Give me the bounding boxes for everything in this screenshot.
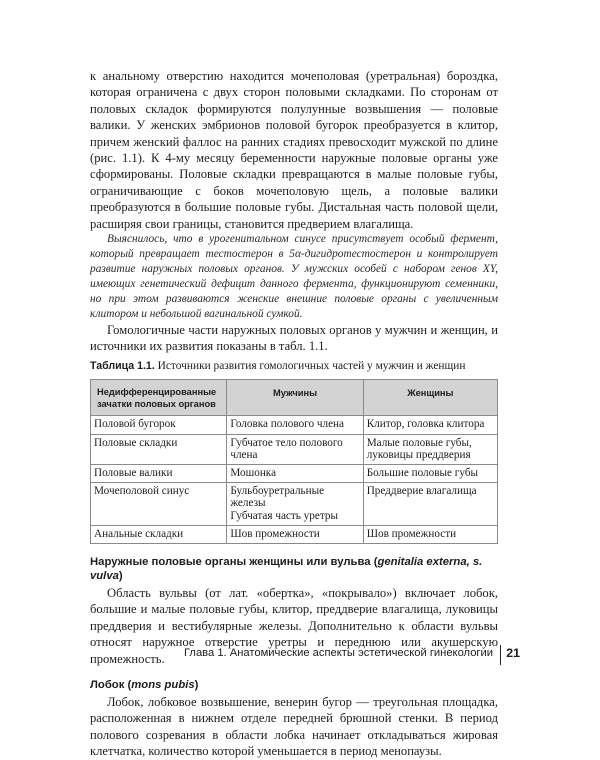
heading-latin: mons pubis	[131, 678, 195, 691]
table-cell	[227, 434, 363, 464]
heading-text: Наружные половые органы женщины или вульва (	[90, 555, 378, 568]
footer-divider	[500, 645, 501, 665]
table-cell	[227, 464, 363, 482]
cell-line: Шов промежности	[230, 527, 320, 540]
table-header-row	[91, 380, 498, 416]
table-cell	[363, 416, 497, 434]
cell-line: Преддверие влагалища	[366, 485, 477, 498]
cell-line: Мочеполовой синус	[94, 485, 190, 498]
table-cell	[363, 434, 497, 464]
heading-text-end: )	[194, 678, 199, 691]
paragraph-2-italic: Выяснилось, что в урогенитальном синусе присутствует особый фермент, который превращает тестостерон в 5α-дигидротестостерон и контролирует развитие наружных половых органов. У мужских особей с набором генов XY, имеющих генетический дефицит данного фермента, функционируют семенники, но при этом развиваются женские внешние половые органы с увеличенным клитором и небольшой вагинальной сумкой.	[90, 233, 498, 320]
heading-text-end: )	[118, 569, 123, 582]
table-cell	[227, 483, 363, 526]
paragraph-mons-pubis: Лобок, лобковое возвышение, венерин бугор — треугольная площадка, расположенная в нижнем отделе передней брюшной стенки. В период полового созревания в области лобка начинает откладываться жировая клетчатка, количество которой уменьшается в период менопаузы.	[90, 694, 498, 759]
table-cell	[227, 525, 363, 543]
cell-line: Половые складки	[94, 436, 178, 449]
cell-line: Мошонка	[230, 466, 277, 479]
table-cell	[363, 483, 497, 526]
cell-line: Губчатое тело полового	[230, 436, 343, 449]
table-cell	[363, 525, 497, 543]
running-footer-chapter: Глава 1. Анатомические аспекты эстетической гинекологии	[184, 647, 493, 659]
table-cell	[91, 434, 227, 464]
paragraph-3: Гомологичные части наружных половых органов у мужчин и женщин, и источники их развития показаны в табл. 1.1.	[90, 322, 498, 353]
table-row	[91, 483, 498, 526]
cell-line: Половой бугорок	[94, 418, 176, 431]
section-heading-mons-pubis	[90, 678, 498, 692]
page-footer	[184, 645, 520, 665]
section-heading-vulva	[90, 555, 498, 583]
table-cell	[91, 483, 227, 526]
cell-line: луковицы преддверия	[366, 448, 471, 461]
page-number: 21	[506, 646, 520, 660]
homology-table	[90, 379, 498, 544]
table-caption-text: Источники развития гомологичных частей у мужчин и женщин	[157, 360, 466, 373]
table-cell	[227, 416, 363, 434]
cell-line: Малые половые губы,	[366, 436, 472, 449]
heading-latin: genitalia externa, s. vulva	[90, 555, 483, 582]
cell-line: железы	[230, 497, 266, 510]
cell-line: члена	[230, 448, 258, 461]
table-row	[91, 525, 498, 543]
table-caption	[90, 359, 498, 373]
table-header-cell: Мужчины	[227, 380, 363, 416]
table-header-cell: Недифференцированные зачатки половых органов	[91, 380, 227, 416]
table-row	[91, 434, 498, 464]
table-cell	[91, 525, 227, 543]
cell-line: Шов промежности	[366, 527, 457, 540]
table-caption-label: Таблица 1.1.	[90, 360, 155, 373]
table-row	[91, 416, 498, 434]
cell-line: Бульбоуретральные	[230, 485, 325, 498]
cell-line: Анальные складки	[94, 527, 184, 540]
cell-line: Губчатая часть уретры	[230, 509, 338, 522]
paragraph-vulva: Область вульвы (от лат. «обертка», «покрывало») включает лобок, большие и малые половые губы, клитор, преддверие влагалища, луковицы преддверия и вестибулярные железы. Дополнительно к области вульвы относят наружное отверстие уретры и переднюю или акушерскую промежность.	[90, 585, 498, 666]
table-cell	[91, 416, 227, 434]
heading-text: Лобок (	[90, 678, 132, 691]
cell-line: Головка полового члена	[230, 418, 344, 431]
cell-line: Большие половые губы	[366, 466, 479, 479]
table-row	[91, 464, 498, 482]
table-cell	[363, 464, 497, 482]
cell-line: Половые валики	[94, 466, 173, 479]
table-cell	[91, 464, 227, 482]
cell-line: Клитор, головка клитора	[366, 418, 485, 431]
table-header-cell: Женщины	[363, 380, 497, 416]
paragraph-1: к анальному отверстию находится мочеполовая (уретральная) бороздка, которая ограничена с двух сторон половыми складками. По сторонам от половых складок формируются полулунные возвышения — половые валики. У женских эмбрионов половой бугорок преобразуется в клитор, причем женский фаллос на ранних стадиях превосходит мужской по длине (рис. 1.1). К 4-му месяцу беременности наружные половые органы уже сформированы. Половые складки превращаются в малые половые губы, ограничивающие с боков мочеполовую щель, а половые валики преобразуются в большие половые губы. Дистальная часть половой щели, расширяя свои границы, становится предверием влагалища.	[90, 69, 498, 231]
